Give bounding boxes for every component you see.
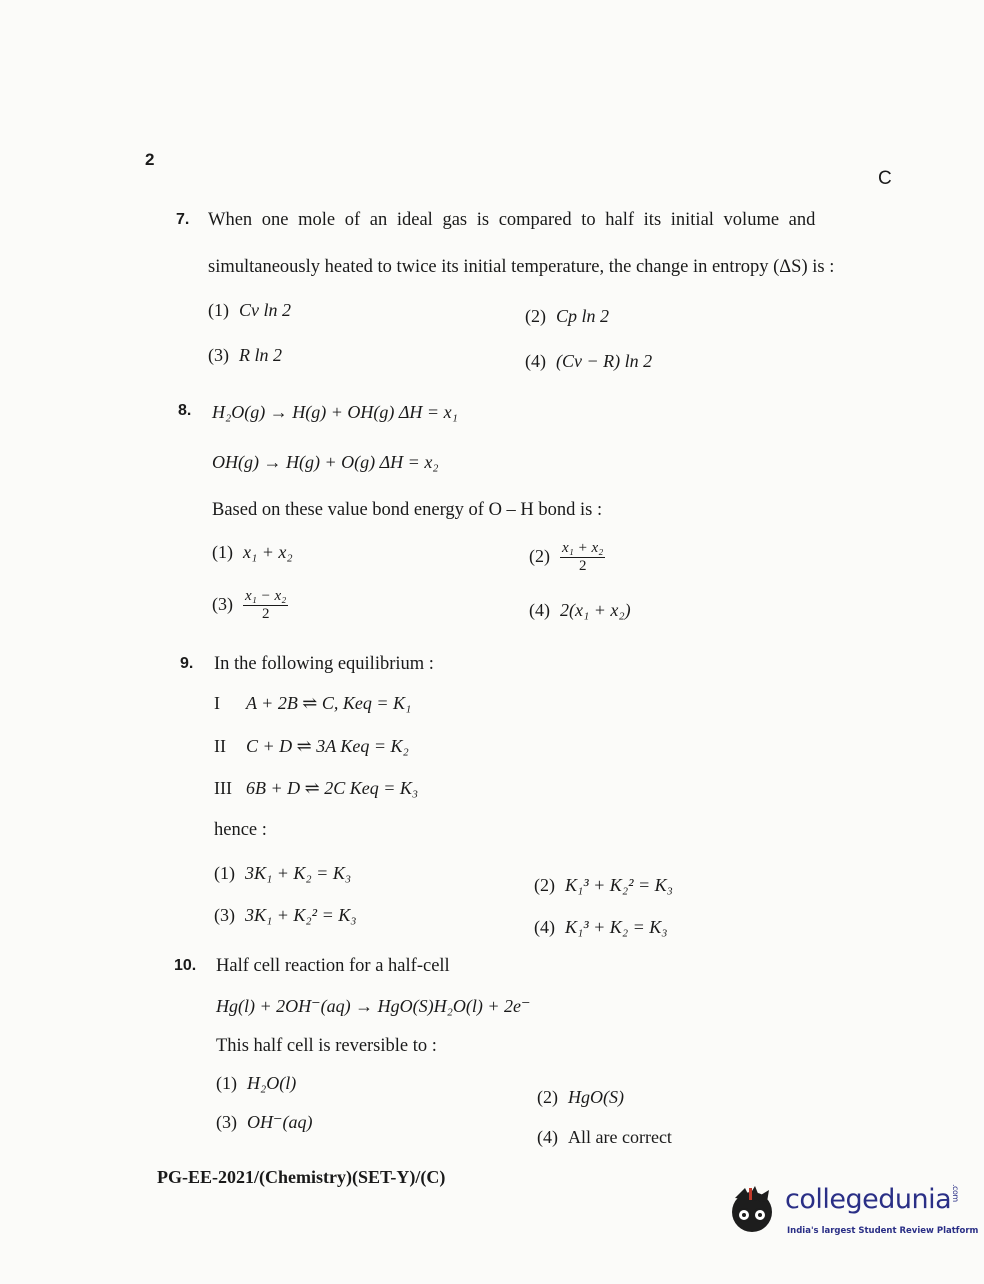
reaction-2 (214, 736, 409, 757)
fraction-denominator: 2 (578, 558, 587, 574)
reaction-equation: A + 2B ⇌ C, Keq = K₁ (246, 693, 412, 713)
option-text: OH⁻(aq) (247, 1112, 313, 1132)
reaction-equation: H₂O(g) → H(g) + OH(g) ΔH = x₁ (212, 402, 458, 422)
option-4 (534, 917, 667, 938)
option-number: (3) (216, 1112, 237, 1132)
reaction-equation: Hg(l) + 2OH⁻(aq) → HgO(S)H₂O(l) + 2e⁻ (216, 996, 531, 1016)
option-1 (208, 300, 291, 321)
option-text: Cp ln 2 (556, 306, 610, 326)
reaction-1 (214, 693, 411, 714)
logo-tagline: India's largest Student Review Platform (787, 1226, 979, 1236)
option-number: (2) (537, 1087, 558, 1107)
option-number: (2) (529, 545, 550, 566)
option-3 (212, 588, 288, 623)
reaction-label: I (214, 693, 220, 713)
reaction-equation: OH(g) → H(g) + O(g) ΔH = x₂ (212, 452, 439, 472)
option-text: 3K₁ + K₂² = K₃ (245, 905, 357, 925)
paper-code: PG-EE-2021/(Chemistry)(SET-Y)/(C) (157, 1167, 446, 1187)
fraction-denominator: 2 (261, 606, 270, 622)
page-number: 2 (145, 150, 155, 169)
question-stem: Based on these value bond energy of O – H bond is : (212, 500, 603, 520)
option-number: (3) (212, 593, 233, 614)
option-number: (4) (529, 600, 550, 620)
option-number: (1) (208, 300, 229, 320)
option-number: (2) (525, 306, 546, 326)
option-3 (214, 905, 356, 926)
option-1 (212, 542, 293, 563)
option-text: H₂O(l) (247, 1073, 297, 1093)
question-number: 8. (178, 402, 192, 419)
question-stem: In the following equilibrium : (214, 654, 434, 674)
reaction-equation: C + D ⇌ 3A Keq = K₂ (246, 736, 409, 756)
logo-tld: .com (951, 1184, 961, 1202)
option-text: All are correct (568, 1127, 672, 1147)
fraction-numerator: x₁ + x₂ (562, 540, 604, 556)
option-2 (534, 875, 673, 896)
option-4 (529, 600, 631, 621)
option-text: 3K₁ + K₂ = K₃ (245, 863, 352, 883)
set-code: C (878, 168, 892, 189)
question-number: 10. (174, 957, 197, 974)
logo-name: collegedunia (785, 1184, 952, 1215)
option-number: (2) (534, 875, 555, 895)
option-2 (537, 1087, 624, 1108)
collegedunia-logo (727, 1178, 979, 1248)
reaction-3 (214, 778, 418, 799)
reaction-equation: 6B + D ⇌ 2C Keq = K₃ (246, 778, 419, 798)
option-4 (537, 1127, 672, 1148)
mascot-icon (727, 1184, 777, 1234)
option-text: HgO(S) (568, 1087, 624, 1107)
question-number: 7. (176, 211, 190, 228)
option-number: (1) (214, 863, 235, 883)
fraction (560, 540, 605, 575)
option-number: (4) (537, 1127, 558, 1147)
option-number: (4) (525, 351, 546, 371)
reaction-label: III (214, 778, 232, 798)
option-text: K₁³ + K₂² = K₃ (565, 875, 673, 895)
question-stem: When one mole of an ideal gas is compared to half its initial volume and (208, 210, 816, 230)
option-number: (3) (214, 905, 235, 925)
question-stem: This half cell is reversible to : (216, 1036, 437, 1056)
fraction (243, 588, 288, 623)
option-number: (4) (534, 917, 555, 937)
option-text: 2(x₁ + x₂) (560, 600, 631, 620)
option-text: x₁ + x₂ (243, 542, 293, 562)
reaction-label: II (214, 736, 226, 756)
option-number: (1) (216, 1073, 237, 1093)
option-1 (216, 1073, 296, 1094)
fraction-numerator: x₁ − x₂ (245, 588, 287, 604)
question-stem: Half cell reaction for a half-cell (216, 956, 450, 976)
question-number: 9. (180, 655, 194, 672)
option-text: Cv ln 2 (239, 300, 291, 320)
option-text: R ln 2 (239, 345, 282, 365)
hence-label: hence : (214, 820, 267, 840)
option-number: (1) (212, 542, 233, 562)
option-3 (216, 1112, 313, 1133)
option-2 (529, 540, 605, 575)
option-1 (214, 863, 351, 884)
option-text: K₁³ + K₂ = K₃ (565, 917, 668, 937)
option-number: (3) (208, 345, 229, 365)
option-2 (525, 306, 609, 327)
option-4 (525, 351, 652, 372)
option-text: (Cv − R) ln 2 (556, 351, 653, 371)
logo-wordmark (785, 1184, 960, 1215)
option-3 (208, 345, 282, 366)
question-stem: simultaneously heated to twice its initial temperature, the change in entropy (ΔS) is : (208, 257, 835, 277)
